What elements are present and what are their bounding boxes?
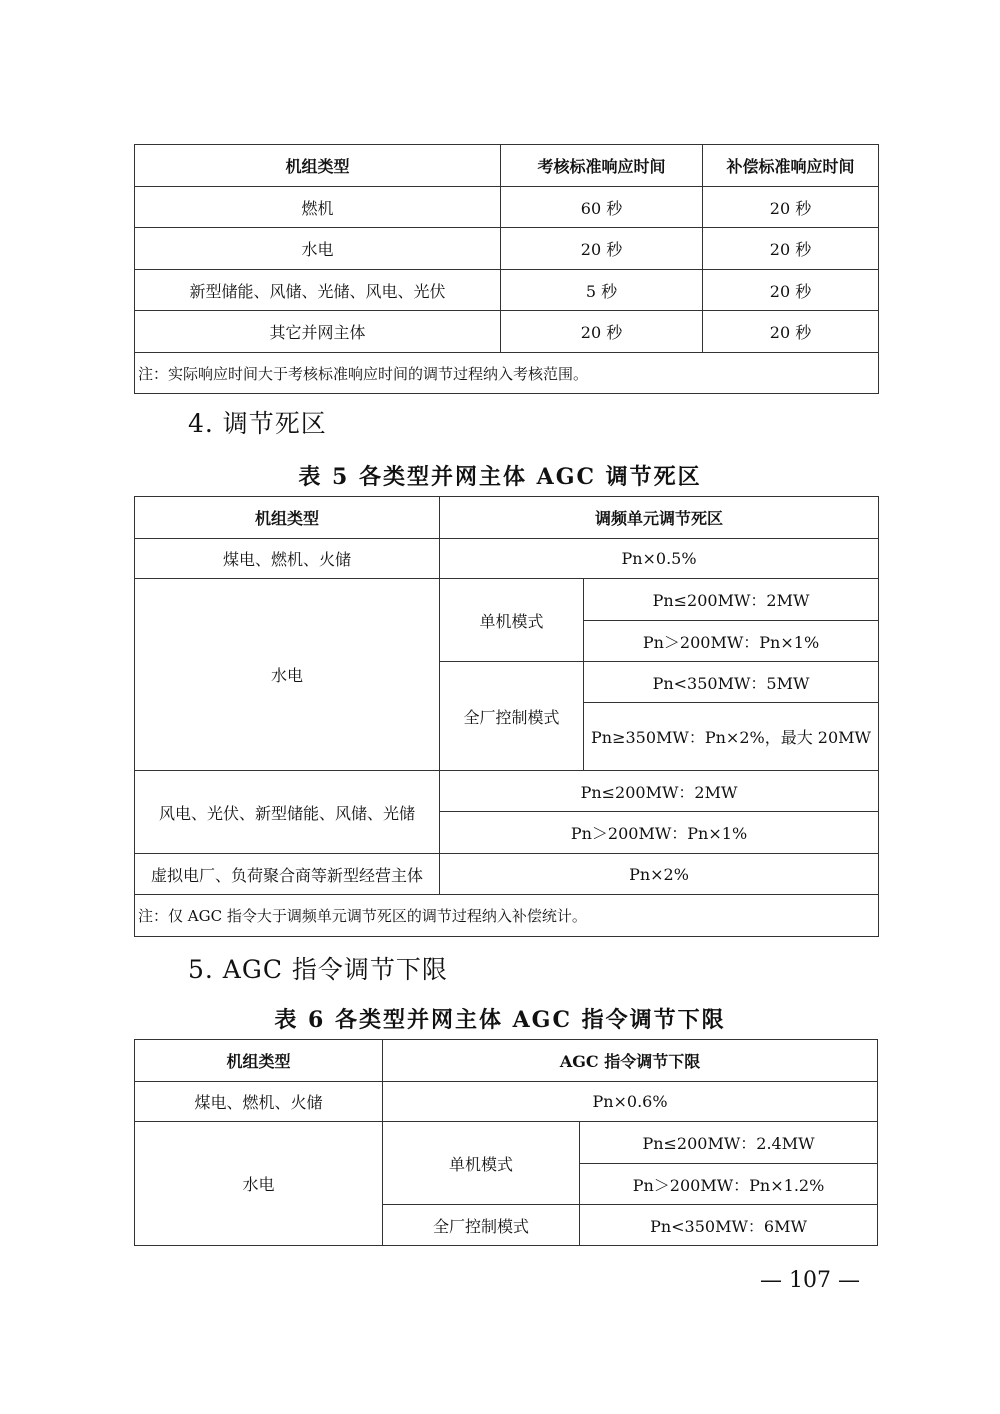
header-deadband: 调频单元调节死区 bbox=[440, 497, 879, 539]
agc-lower-limit-table bbox=[134, 1039, 878, 1246]
table-row: 全厂控制模式 Pn<350MW：6MW bbox=[135, 1205, 878, 1246]
page-number: — 107 — bbox=[760, 1268, 860, 1293]
header-assessment-time: 考核标准响应时间 bbox=[501, 145, 703, 187]
table-row: 其它并网主体 20 秒 20 秒 bbox=[135, 311, 879, 353]
table-note: 注：实际响应时间大于考核标准响应时间的调节过程纳入考核范围。 bbox=[135, 353, 879, 394]
header-compensation-time: 补偿标准响应时间 bbox=[703, 145, 879, 187]
table5-caption: 表 5 各类型并网主体 AGC 调节死区 bbox=[298, 464, 702, 490]
table-note: 注：仅 AGC 指令大于调频单元调节死区的调节过程纳入补偿统计。 bbox=[135, 895, 879, 937]
table-row: Pn＞200MW：Pn×1% bbox=[135, 621, 879, 662]
table-row: 水电 单机模式 Pn≤200MW：2MW bbox=[135, 579, 879, 621]
header-unit-type: 机组类型 bbox=[135, 497, 440, 539]
response-time-table bbox=[134, 144, 879, 394]
table-row: 虚拟电厂、负荷聚合商等新型经营主体 Pn×2% bbox=[135, 854, 879, 895]
section-heading-agc-lower-limit: 5. AGC 指令调节下限 bbox=[188, 955, 448, 984]
table-row: 燃机 60 秒 20 秒 bbox=[135, 187, 879, 228]
table-row: Pn≥350MW：Pn×2%，最大 20MW bbox=[135, 703, 879, 771]
table-row: 全厂控制模式 Pn<350MW：5MW bbox=[135, 662, 879, 703]
header-unit-type: 机组类型 bbox=[135, 1040, 383, 1082]
header-unit-type: 机组类型 bbox=[135, 145, 501, 187]
header-agc-lower-limit: AGC 指令调节下限 bbox=[383, 1040, 878, 1082]
table6-caption: 表 6 各类型并网主体 AGC 指令调节下限 bbox=[274, 1007, 726, 1033]
table-row: Pn＞200MW：Pn×1% bbox=[135, 812, 879, 854]
table-row: 水电 20 秒 20 秒 bbox=[135, 228, 879, 270]
table-row: 煤电、燃机、火储 Pn×0.6% bbox=[135, 1082, 878, 1122]
table-row: 煤电、燃机、火储 Pn×0.5% bbox=[135, 539, 879, 579]
table-row: 水电 单机模式 Pn≤200MW：2.4MW bbox=[135, 1122, 878, 1164]
table-row: 风电、光伏、新型储能、风储、光储 Pn≤200MW：2MW bbox=[135, 771, 879, 812]
table-row: 新型储能、风储、光储、风电、光伏 5 秒 20 秒 bbox=[135, 270, 879, 311]
table-row: Pn＞200MW：Pn×1.2% bbox=[135, 1164, 878, 1205]
deadband-table bbox=[134, 496, 879, 937]
section-heading-deadband: 4. 调节死区 bbox=[188, 409, 327, 438]
